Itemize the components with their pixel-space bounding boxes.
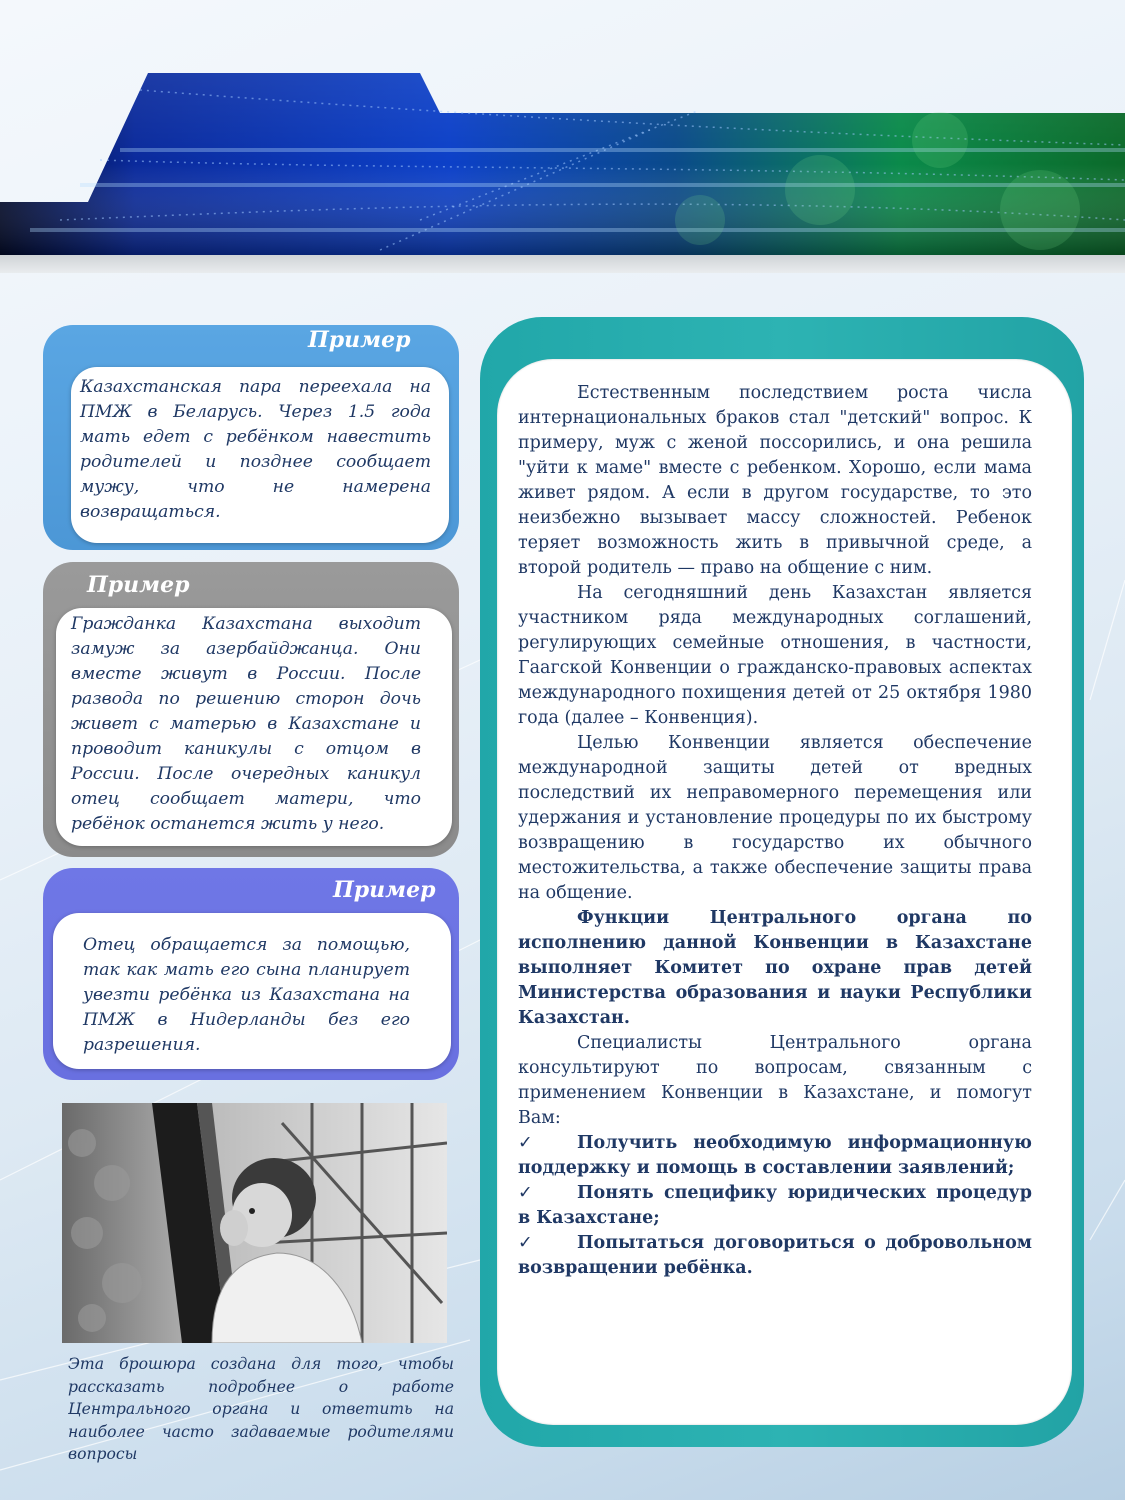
bullet-text: Попытаться договориться о добровольном возвращении ребёнка. xyxy=(518,1233,1032,1278)
paragraph-purpose: Целью Конвенции является обеспечение международной защиты детей от вредных последствий их неправомерного перемещения или удержания и установление процедуры по их быстрому возвращению в государство их обычного местожительства, а также обеспечение защиты права на общение. xyxy=(518,733,1032,903)
example-heading: Пример xyxy=(87,572,190,598)
paragraph-convention: На сегодняшний день Казахстан является участником ряда международных соглашений, регулирующих семейные отношения, в частности, Гаагской Конвенции о гражданско-правовых аспектах международного похищения детей от 25 октября 1980 года (далее – Конвенция). xyxy=(518,583,1032,728)
example-card-2 xyxy=(43,562,459,857)
header-shadow-strip xyxy=(0,255,1125,273)
checkmark-icon: ✓ xyxy=(518,1133,533,1153)
bullet-item xyxy=(518,1181,1032,1231)
bullet-item xyxy=(518,1231,1032,1281)
example-heading: Пример xyxy=(308,327,411,353)
example-card-1 xyxy=(43,325,459,550)
checkmark-icon: ✓ xyxy=(518,1183,533,1203)
example-text: Отец обращается за помощью, так как мать его сына планирует увезти ребёнка из Казахстана на ПМЖ в Нидерланды без его разрешения. xyxy=(83,935,410,1055)
bullet-text: Получить необходимую информационную поддержку и помощь в составлении заявлений; xyxy=(518,1133,1032,1178)
info-text xyxy=(518,381,1032,1281)
example-card-3 xyxy=(43,868,459,1080)
bullet-item xyxy=(518,1131,1032,1181)
bullet-text: Понять специфику юридических процедур в Казахстане; xyxy=(518,1183,1032,1228)
example-heading: Пример xyxy=(333,877,436,903)
example-text: Казахстанская пара переехала на ПМЖ в Беларусь. Через 1.5 года мать едет с ребёнком навестить родителей и позднее сообщает мужу, что не намерена возвращаться. xyxy=(80,377,431,522)
paragraph-central-authority: Функции Центрального органа по исполнению данной Конвенции в Казахстане выполняет Комитет по охране прав детей Министерства образования и науки Республики Казахстан. xyxy=(518,908,1032,1028)
paragraph-intro: Естественным последствием роста числа интернациональных браков стал "детский" вопрос. К примеру, муж с женой поссорились, и она решила "уйти к маме" вместе с ребенком. Хорошо, если мама живет рядом. А если в другом государстве, то это неизбежно вызывает массу сложностей. Ребенок теряет возможность жить в привычной среде, а второй родитель — право на общение с ним. xyxy=(518,383,1032,578)
checkmark-icon: ✓ xyxy=(518,1233,533,1253)
header-banner xyxy=(0,70,1125,270)
example-text: Гражданка Казахстана выходит замуж за азербайджанца. Они вместе живут в России. После развода по решению сторон дочь живет с матерью в Казахстане и проводит каникулы с отцом в России. После очередных каникул отец сообщает матери, что ребёнок останется жить у него. xyxy=(71,614,421,834)
brochure-caption: Эта брошюра создана для того, чтобы рассказать подробнее о работе Центрального органа и ответить на наиболее часто задаваемые родителями вопросы xyxy=(68,1355,454,1463)
child-at-window-photo xyxy=(62,1103,447,1343)
paragraph-specialists: Специалисты Центрального органа консультируют по вопросам, связанным с применением Конвенции в Казахстане, и помогут Вам: xyxy=(518,1033,1032,1128)
